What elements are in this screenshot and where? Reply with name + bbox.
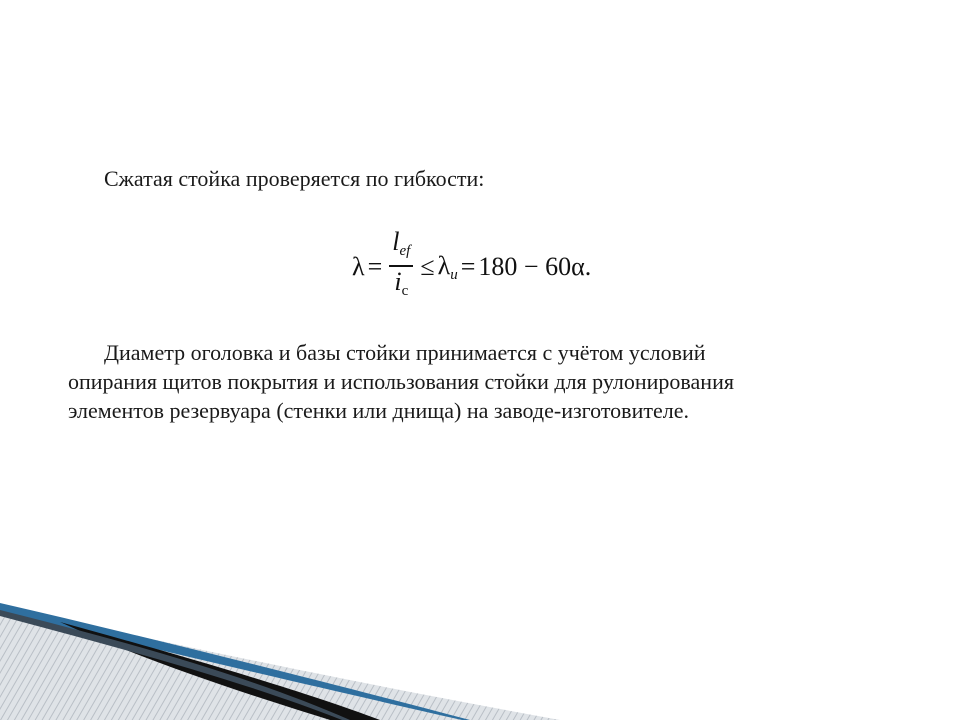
formula-equals-2: =: [460, 252, 476, 281]
formula-equals-1: =: [367, 252, 383, 281]
lambda-u-sub: u: [450, 266, 458, 283]
numerator-sub: ef: [399, 243, 411, 260]
formula-rhs: 180 − 60α: [478, 252, 585, 281]
paragraph-line-1: Диаметр оголовка и базы стойки принимается с учётом условий: [104, 340, 706, 365]
formula-less-equal: ≤: [420, 252, 435, 281]
paragraph-line-2: опирания щитов покрытия и использования стойки для рулонирования: [68, 369, 734, 394]
formula-lambda: λ: [352, 252, 365, 281]
denominator-sub: c: [401, 282, 409, 299]
formula-period: .: [584, 252, 592, 281]
paragraph-line-3: элементов резервуара (стенки или днища) на заводе-изготовителе.: [68, 398, 689, 423]
paragraph-intro: Сжатая стойка проверяется по гибкости:: [104, 166, 485, 191]
lambda-u-main: λ: [437, 250, 451, 280]
denominator-main: i: [394, 266, 402, 296]
numerator-main: l: [392, 227, 400, 257]
